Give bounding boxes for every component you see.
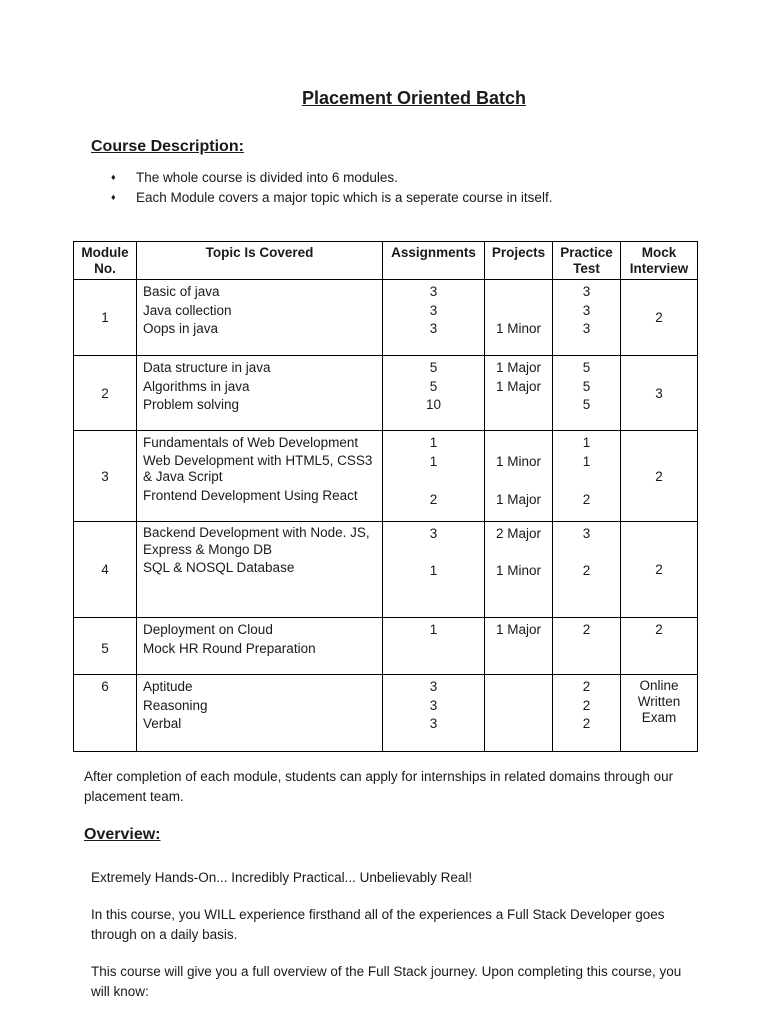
- table-row: [74, 431, 698, 522]
- practice-count: 2: [582, 563, 591, 578]
- assignment-count: 3: [429, 679, 438, 694]
- practice-cell: [553, 280, 621, 356]
- project: [485, 396, 552, 415]
- topic: Fundamentals of Web Development: [143, 435, 359, 450]
- module-number: 4: [74, 522, 137, 618]
- assignment-count: 3: [429, 284, 438, 299]
- topic: Backend Development with Node. JS, Express & Mongo DB: [143, 525, 370, 557]
- page-title: Placement Oriented Batch: [301, 88, 527, 108]
- mock-interview-cell: [621, 618, 698, 675]
- table-row: [74, 675, 698, 752]
- topic: Algorithms in java: [143, 378, 250, 394]
- topic: Reasoning: [143, 697, 208, 713]
- assignments-cell: [383, 618, 485, 675]
- project: [485, 283, 552, 302]
- project: [485, 434, 552, 453]
- assignments-cell: [383, 522, 485, 618]
- assignment-count: 3: [429, 716, 438, 731]
- assignments-cell: [383, 356, 485, 431]
- assignment-count: 1: [429, 563, 438, 578]
- topic-cell: [137, 618, 383, 675]
- topic: Basic of java: [143, 284, 220, 299]
- topic: Oops in java: [143, 321, 219, 336]
- project: [485, 302, 552, 321]
- assignment-count: 5: [429, 360, 438, 375]
- topic: Mock HR Round Preparation: [143, 640, 316, 656]
- header-topic: Topic Is Covered: [137, 242, 383, 280]
- header-practice-test: Practice Test: [553, 242, 621, 280]
- table-header-row: [74, 242, 698, 280]
- assignment-count: 1: [429, 453, 438, 469]
- assignment-count: 10: [425, 397, 442, 412]
- module-number: 1: [74, 280, 137, 356]
- project: 2 Major: [495, 526, 541, 541]
- mock-interview-cell: 2: [621, 522, 698, 618]
- course-description-list: [111, 168, 552, 207]
- table-row: [74, 356, 698, 431]
- practice-count: 3: [582, 302, 591, 318]
- project: 1 Minor: [495, 321, 541, 336]
- mock-interview: 2: [655, 622, 663, 637]
- topic: Problem solving: [143, 397, 240, 412]
- header-assignments: Assignments: [383, 242, 485, 280]
- overview-heading: Overview:: [84, 826, 161, 843]
- practice-count: 2: [582, 491, 591, 507]
- practice-count: 3: [582, 284, 591, 299]
- practice-count: 3: [582, 526, 591, 541]
- assignment-count: 3: [429, 302, 438, 318]
- practice-count: 5: [582, 360, 591, 375]
- overview-paragraph: This course will give you a full overview of the Full Stack journey. Upon completing this course, you will know:: [91, 964, 682, 999]
- module-number-cell: [74, 675, 137, 752]
- assignment-count: 3: [429, 526, 438, 541]
- practice-cell: [553, 675, 621, 752]
- practice-cell: [553, 431, 621, 522]
- topic-cell: [137, 522, 383, 618]
- overview-paragraph: Extremely Hands-On... Incredibly Practical... Unbelievably Real!: [91, 870, 473, 885]
- practice-count: 2: [582, 679, 591, 694]
- table-row: [74, 618, 698, 675]
- module-number: 5: [101, 640, 109, 656]
- practice-cell: [553, 618, 621, 675]
- projects-cell: [485, 356, 553, 431]
- topic: Deployment on Cloud: [143, 622, 273, 637]
- practice-count: 2: [582, 716, 591, 731]
- practice-count: 2: [582, 622, 591, 637]
- practice-count: 5: [582, 397, 591, 412]
- topic: Java collection: [143, 302, 232, 318]
- internship-note: After completion of each module, students can apply for internships in related domains through our placement team.: [84, 769, 674, 804]
- practice-cell: [553, 356, 621, 431]
- assignments-cell: [383, 675, 485, 752]
- mock-interview-cell: 3: [621, 356, 698, 431]
- module-table: [73, 241, 698, 752]
- topic: Verbal: [143, 716, 182, 731]
- course-description-heading: Course Description:: [91, 138, 244, 155]
- header-module-no: Module No.: [74, 242, 137, 280]
- topic: SQL & NOSQL Database: [143, 560, 295, 575]
- bullet-icon: ♦: [111, 191, 116, 202]
- practice-count: 5: [582, 378, 591, 394]
- mock-interview-cell: 2: [621, 431, 698, 522]
- topic-cell: [137, 356, 383, 431]
- module-number: 6: [101, 679, 109, 694]
- projects-cell: [485, 431, 553, 522]
- topic: Web Development with HTML5, CSS3 & Java Script: [143, 452, 373, 484]
- assignment-count: 5: [429, 378, 438, 394]
- project: 1 Minor: [495, 563, 541, 578]
- assignments-cell: [383, 431, 485, 522]
- topic-cell: [137, 675, 383, 752]
- projects-cell: [485, 675, 553, 752]
- assignment-count: 3: [429, 321, 438, 336]
- mock-interview-cell: 2: [621, 280, 698, 356]
- topic: Data structure in java: [143, 360, 271, 375]
- project: 1 Major: [495, 378, 541, 394]
- mock-interview: Online Written Exam: [637, 678, 681, 725]
- table-row: [74, 522, 698, 618]
- module-number-cell: [74, 618, 137, 675]
- assignment-count: 3: [429, 697, 438, 713]
- topic-cell: [137, 431, 383, 522]
- practice-count: 1: [582, 453, 591, 469]
- practice-count: 3: [582, 321, 591, 336]
- module-number: 2: [74, 356, 137, 431]
- header-projects: Projects: [485, 242, 553, 280]
- header-mock-interview: Mock Interview: [621, 242, 698, 280]
- projects-cell: [485, 522, 553, 618]
- assignment-count: 1: [429, 435, 438, 450]
- project: 1 Major: [495, 360, 541, 375]
- project: 1 Minor: [495, 453, 541, 469]
- assignments-cell: [383, 280, 485, 356]
- table-row: [74, 280, 698, 356]
- bullet-icon: ♦: [111, 172, 116, 182]
- practice-count: 1: [582, 435, 591, 450]
- mock-interview-cell: [621, 675, 698, 752]
- list-item: ♦ Each Module covers a major topic which is a seperate course in itself.: [111, 188, 552, 208]
- assignment-count: 1: [429, 622, 438, 637]
- module-number: 3: [74, 431, 137, 522]
- projects-cell: [485, 280, 553, 356]
- overview-paragraph: In this course, you WILL experience firsthand all of the experiences a Full Stack Developer goes through on a daily basis.: [91, 907, 665, 942]
- topic-cell: [137, 280, 383, 356]
- practice-cell: [553, 522, 621, 618]
- topic: Frontend Development Using React: [143, 487, 358, 503]
- project: 1 Major: [495, 622, 541, 637]
- projects-cell: [485, 618, 553, 675]
- practice-count: 2: [582, 697, 591, 713]
- topic: Aptitude: [143, 679, 193, 694]
- assignment-count: 2: [429, 491, 438, 507]
- list-item: ♦ The whole course is divided into 6 modules.: [111, 168, 552, 188]
- project: 1 Major: [495, 491, 541, 507]
